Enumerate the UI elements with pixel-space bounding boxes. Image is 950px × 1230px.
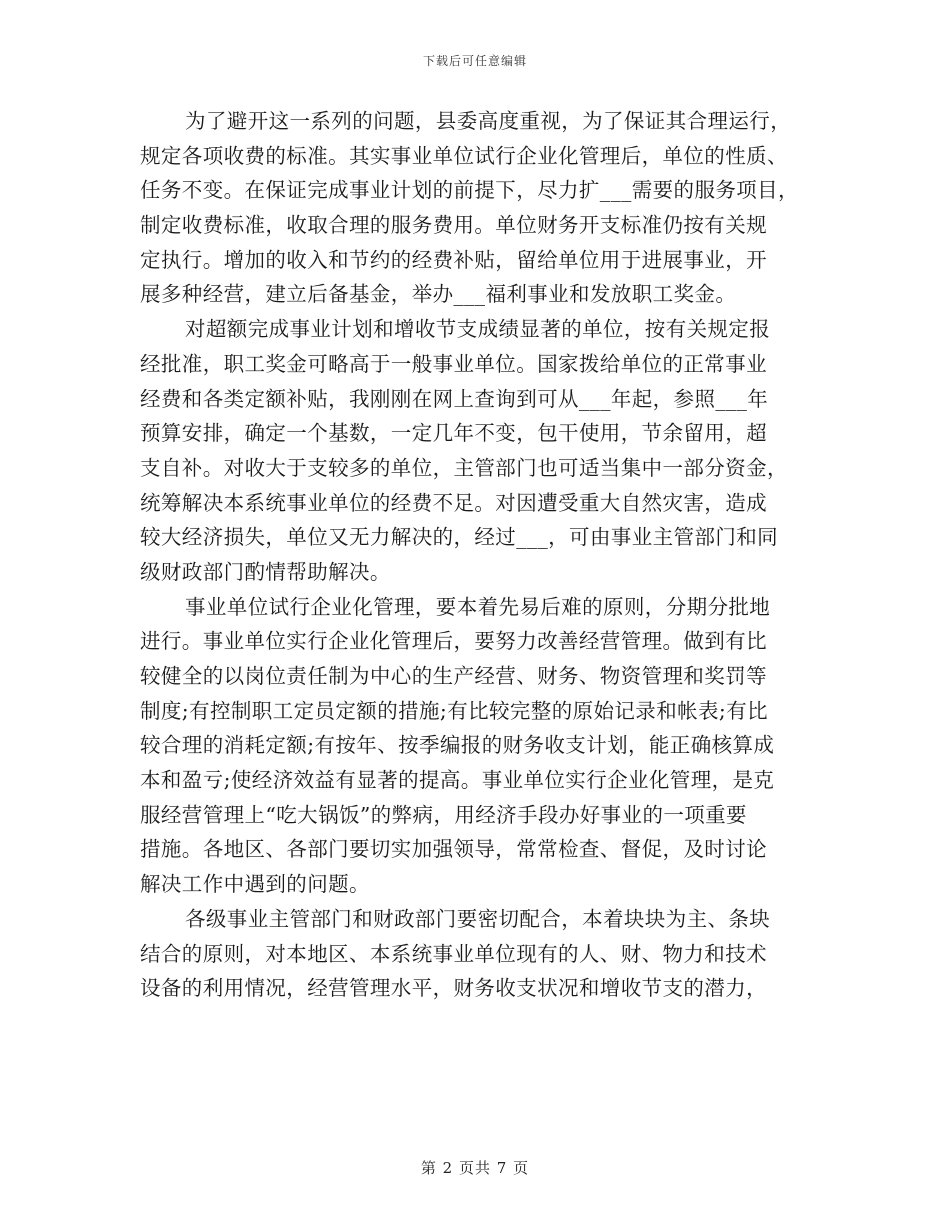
paragraph-3-line-4: 制度;有控制职工定员定额的措施;有比较完整的原始记录和帐表;有比	[140, 698, 769, 723]
paragraph-2-line-8: 级财政部门酌情帮助解决。	[140, 559, 391, 584]
body-text	[140, 104, 820, 1006]
paragraph-1-line-3: 任务不变。在保证完成事业计划的前提下，尽力扩___需要的服务项目，	[140, 178, 799, 203]
paragraph-1-line-6: 展多种经营，建立后备基金，举办___福利事业和发放职工奖金。	[140, 282, 737, 307]
paragraph-2-line-4: 预算安排，确定一个基数，一定几年不变，包干使用，节余留用，超	[140, 421, 767, 446]
paragraph-2-line-6: 统筹解决本系统事业单位的经费不足。对因遭受重大自然灾害，造成	[140, 490, 767, 515]
paragraph-1-line-4: 制定收费标准，收取合理的服务费用。单位财务开支标准仍按有关规	[140, 213, 767, 238]
paragraph-1-line-5: 定执行。增加的收入和节约的经费补贴，留给单位用于进展事业，开	[140, 247, 767, 272]
paragraph-2-line-7: 较大经济损失，单位又无力解决的，经过___，可由事业主管部门和同	[140, 525, 779, 550]
paragraph-3-line-7: 服经营管理上“吃大锅饭”的弊病，用经济手段办好事业的一项重要	[140, 802, 747, 827]
paragraph-3-line-2: 进行。事业单位实行企业化管理后，要努力改善经营管理。做到有比	[140, 629, 767, 654]
paragraph-3-line-6: 本和盈亏;使经济效益有显著的提高。事业单位实行企业化管理，是克	[140, 768, 775, 793]
paragraph-3-line-8: 措施。各地区、各部门要切实加强领导，常常检查、督促，及时讨论	[140, 837, 767, 862]
paragraph-3-line-1: 事业单位试行企业化管理，要本着先易后难的原则，分期分批地	[185, 594, 771, 619]
paragraph-1-line-2: 规定各项收费的标准。其实事业单位试行企业化管理后，单位的性质、	[140, 143, 788, 168]
paragraph-2-line-5: 支自补。对收大于支较多的单位，主管部门也可适当集中一部分资金，	[140, 455, 788, 480]
page-number-footer: 第 2 页共 7 页	[420, 1159, 530, 1177]
paragraph-4-line-2: 结合的原则，对本地区、本系统事业单位现有的人、财、物力和技术	[140, 941, 767, 966]
paragraph-4-line-3: 设备的利用情况，经营管理水平，财务收支状况和增收节支的潜力，	[140, 976, 767, 1001]
paragraph-3-line-9: 解决工作中遇到的问题。	[140, 872, 370, 897]
paragraph-2-line-2: 经批准，职工奖金可略高于一般事业单位。国家拨给单位的正常事业	[140, 351, 767, 376]
paragraph-4-line-1: 各级事业主管部门和财政部门要密切配合，本着块块为主、条块	[185, 906, 771, 931]
paragraph-2-line-1: 对超额完成事业计划和增收节支成绩显著的单位，按有关规定报	[185, 317, 771, 342]
paragraph-1-line-1: 为了避开这一系列的问题，县委高度重视，为了保证其合理运行，	[185, 109, 792, 133]
page-header: 下载后可任意编辑	[422, 54, 527, 68]
paragraph-3-line-3: 较健全的以岗位责任制为中心的生产经营、财务、物资管理和奖罚等	[140, 664, 767, 688]
paragraph-2-line-3: 经费和各类定额补贴，我刚刚在网上查询到可从___年起，参照___年	[140, 386, 769, 411]
paragraph-3-line-5: 较合理的消耗定额;有按年、按季编报的财务收支计划，能正确核算成	[140, 733, 775, 758]
